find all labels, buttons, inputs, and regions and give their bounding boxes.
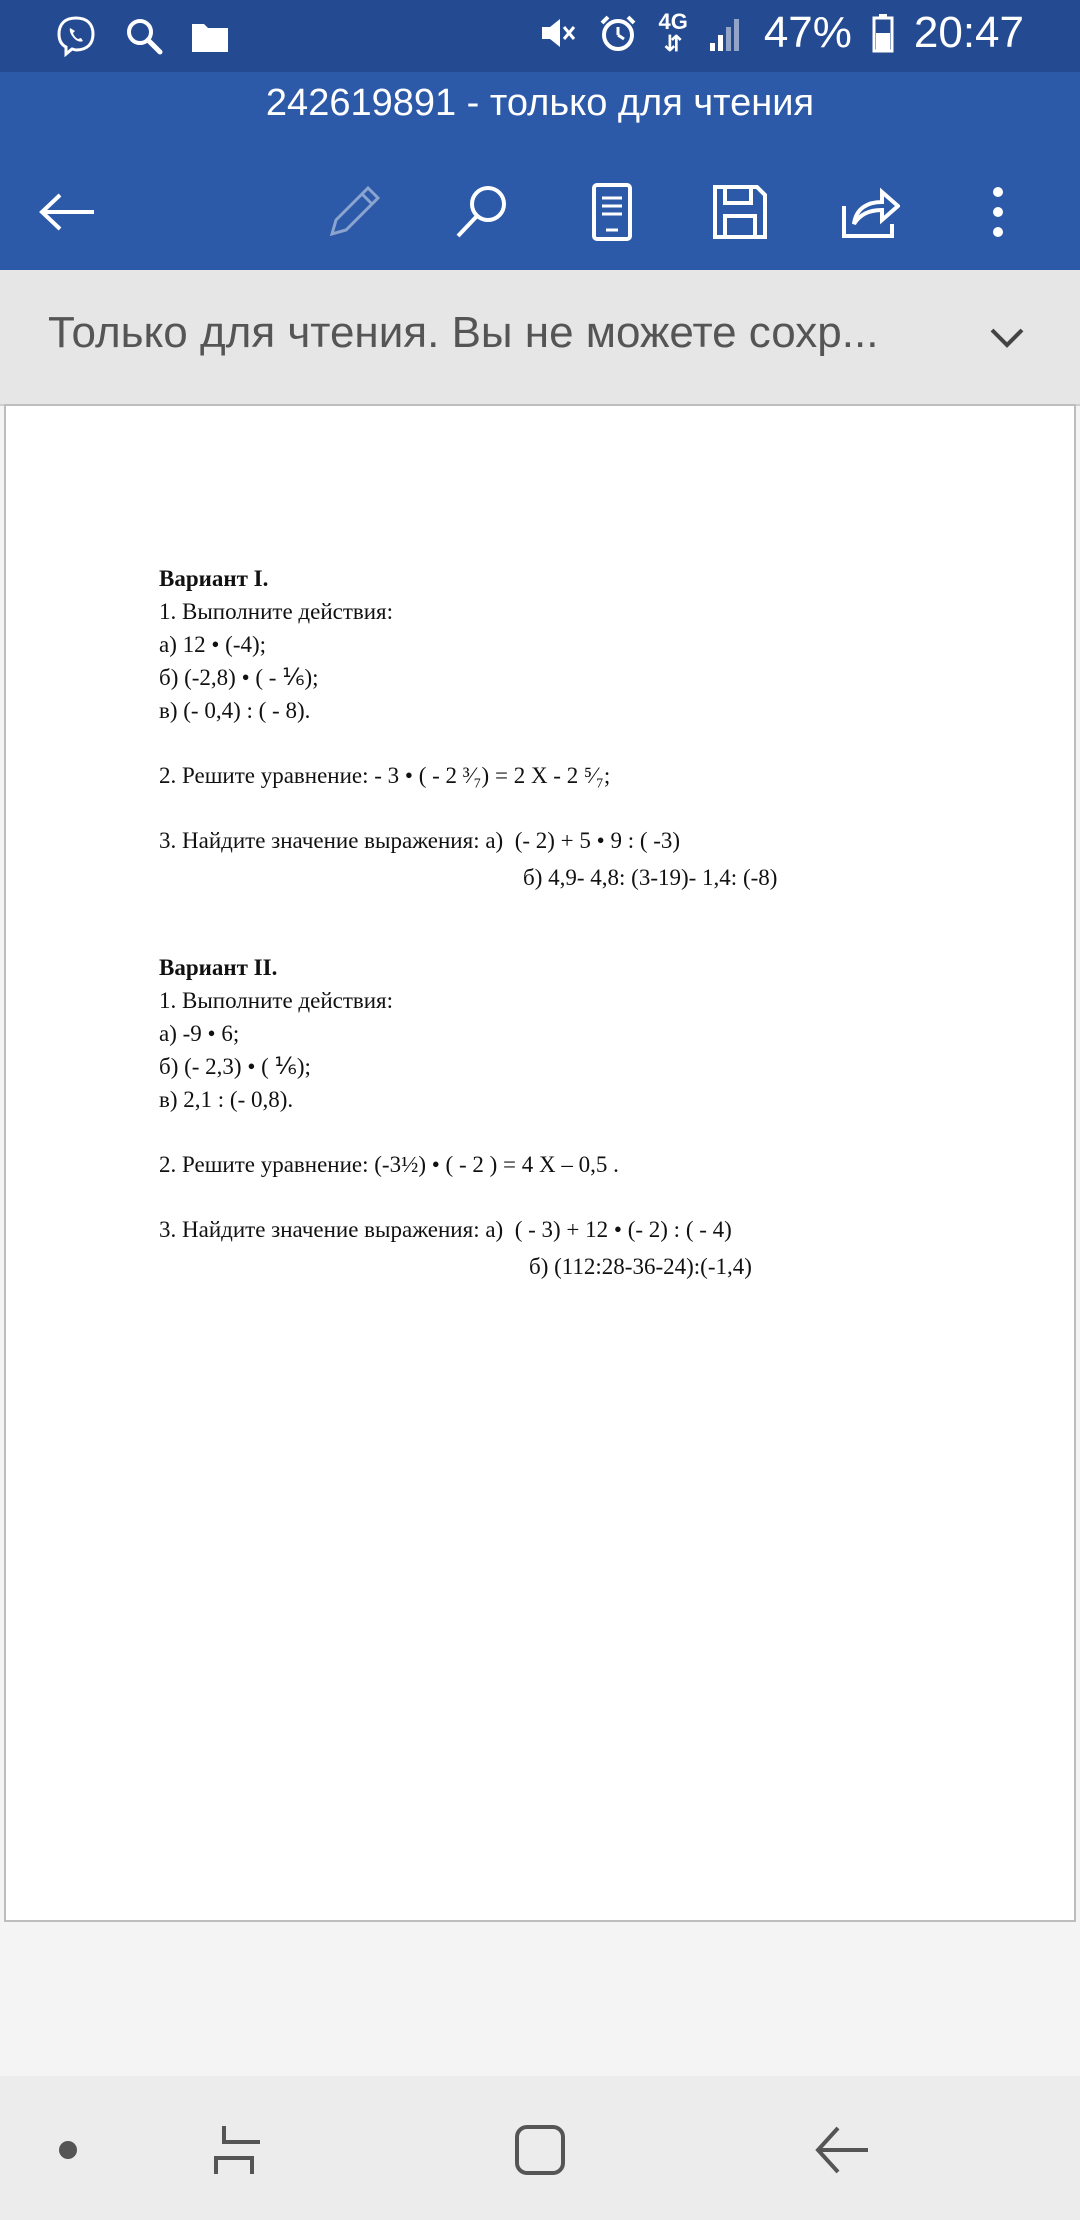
variant-2-task-2: 2. Решите уравнение: (-3½) • ( - 2 ) = 4 X – 0,5 . — [159, 1152, 619, 1177]
battery-icon — [872, 13, 894, 53]
variant-1-task-3-b: б) 4,9- 4,8: (3-19)- 1,4: (-8) — [523, 865, 778, 890]
variant-1-task-1-title: 1. Выполните действия: — [159, 599, 394, 624]
share-button[interactable] — [830, 172, 910, 252]
variant-2-task-3-a: 3. Найдите значение выражения: а) ( - 3) + 12 • (- 2) : ( - 4) — [159, 1217, 732, 1242]
variant-2-task-1-a: а) -9 • 6; — [159, 1021, 240, 1046]
home-square-icon — [512, 2122, 568, 2178]
nav-dot-button[interactable] — [28, 2110, 108, 2190]
back-icon — [812, 2122, 872, 2178]
back-arrow-icon — [38, 192, 98, 232]
document-page[interactable] — [4, 404, 1076, 1922]
signal-icon — [708, 13, 744, 53]
variant-1-task-1-a: а) 12 • (-4); — [159, 632, 267, 657]
variant-2-task-3-b: б) (112:28-36-24):(-1,4) — [529, 1254, 752, 1279]
variant-1-heading: Вариант I. — [159, 566, 269, 591]
pencil-icon — [324, 182, 384, 242]
mobile-view-icon — [590, 182, 634, 242]
more-vertical-icon — [988, 184, 1008, 240]
more-options-button[interactable] — [958, 172, 1038, 252]
search-icon — [124, 16, 164, 56]
back-nav-button[interactable] — [802, 2110, 882, 2190]
alarm-icon — [598, 13, 638, 53]
read-only-banner[interactable] — [0, 270, 1080, 406]
variant-2-task-1-c: в) 2,1 : (- 0,8). — [159, 1087, 294, 1112]
document-content — [159, 562, 1019, 1288]
data-arrows-icon: ⇵ — [663, 31, 683, 56]
back-button[interactable] — [28, 172, 108, 252]
read-only-message: Только для чтения. Вы не можете сохр... — [48, 308, 879, 357]
variant-2-task-1-title: 1. Выполните действия: — [159, 988, 394, 1013]
battery-percent: 47% — [763, 8, 852, 57]
save-button[interactable] — [700, 172, 780, 252]
recent-apps-button[interactable] — [198, 2110, 278, 2190]
mobile-view-button[interactable] — [572, 172, 652, 252]
variant-1-task-3-a: 3. Найдите значение выражения: а) (- 2) + 5 • 9 : ( -3) — [159, 828, 681, 853]
find-button[interactable] — [442, 172, 522, 252]
recent-apps-icon — [210, 2122, 266, 2178]
variant-1-task-1-c: в) (- 0,4) : ( - 8). — [159, 698, 311, 723]
app-bar — [0, 72, 1080, 270]
mute-icon — [538, 13, 578, 53]
search-icon — [452, 182, 512, 242]
variant-1-task-1-b: б) (-2,8) • ( - ⅙); — [159, 665, 319, 690]
navigation-bar — [0, 2076, 1080, 2220]
status-bar — [0, 0, 1080, 72]
variant-2-task-1-b: б) (- 2,3) • ( ⅙); — [159, 1054, 311, 1079]
save-icon — [712, 184, 768, 240]
folder-icon — [190, 18, 230, 54]
edit-button[interactable] — [314, 172, 394, 252]
variant-2-heading: Вариант II. — [159, 955, 278, 980]
clock: 20:47 — [913, 8, 1024, 57]
viber-icon — [54, 14, 98, 58]
network-type: 4G — [658, 9, 688, 34]
home-button[interactable] — [500, 2110, 580, 2190]
share-icon — [840, 184, 900, 240]
dot-icon — [56, 2138, 80, 2162]
variant-1-task-2: 2. Решите уравнение: - 3 • ( - 2 ³⁄₇) = 2 X - 2 ⁵⁄₇; — [159, 763, 611, 788]
document-title: 242619891 - только для чтения — [265, 82, 815, 124]
chevron-down-icon[interactable] — [982, 314, 1032, 364]
